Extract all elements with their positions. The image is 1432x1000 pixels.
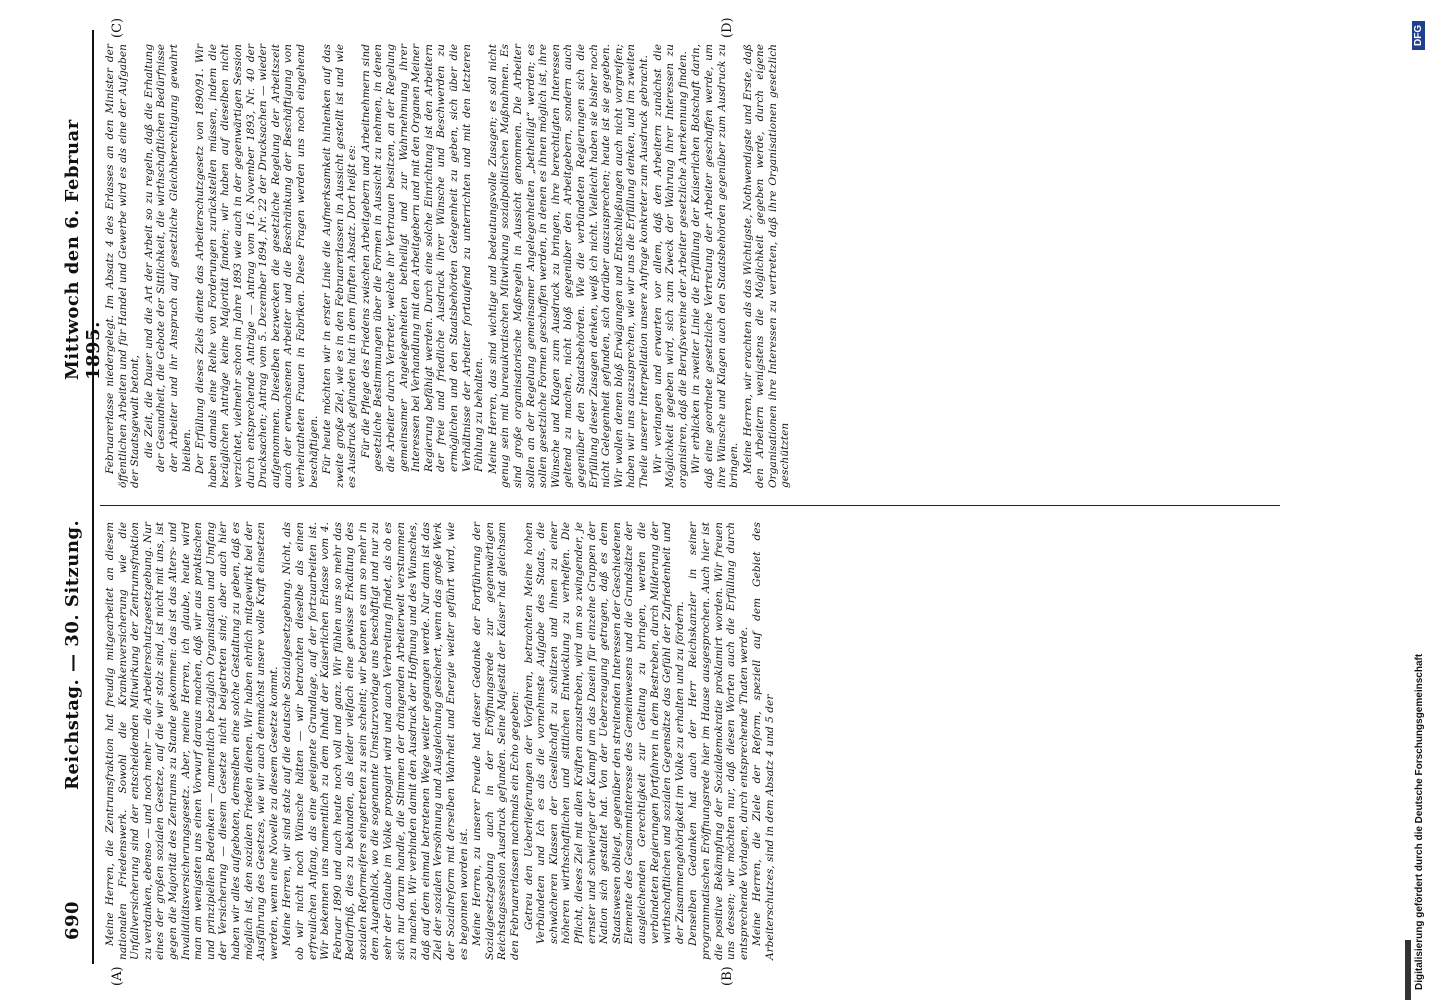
paragraph: Meine Herren, wir sind stolz auf die deutsche Sozialgesetzgebung. Nicht, als ob wir nicht noch Wünsche hätten — wir betrachten dieselbe als einen erfreulichen Anfang, als eine geeignete Grundlage, auf der fortzuarbeiten ist. Wir bekennen uns namentlich zu dem Inhalt der Kaiserlichen Erlasse vom 4. Februar 1890 und auch heute noch voll und ganz. Wir fühlen uns so mehr das Bedürfniß, dies zu bekunden, als leider vielfach eine gewisse Erkaltung des sozialen Reformeifers eingetreten zu sein scheint; wir betonen es um so mehr in dem Augenblick, wo die sogenannte Umsturzvorlage uns beschäftigt und nur zu sehr der Glaube im Volke propagirt wird und auch Verbreitung findet, als ob es sich nur darum handle, die Stimmen der drängenden Arbeiterwelt verstummen zu machen. Wir verbinden damit den Ausdruck der Hoffnung und des Wunsches, daß auf dem einmal betretenen Wege weiter gegangen werde. Nur dann ist das Ziel der sozialen Versöhnung und Ausgleichung gesichert, wenn das große Werk der Sozialreform mit derselben Wahrheit und Energie weiter geführt wird, wie es begonnen worden ist. [281,522,470,960]
paragraph: Der Erfüllung dieses Ziels diente das Arbeiterschutzgesetz von 1890/91. Wir haben damals eine Reihe von Forderungen zurückstellen müssen, indem die bezüglichen Anträge keine Majorität fanden; wir haben auf dieselben nicht verzichtet, vielmehr schon im Jahre 1893 wie auch in der gegenwärtigen Session durch entsprechende Anträge — Antrag vom 16. November 1893, Nr. 40 der Drucksachen; Antrag vom 5. Dezember 1894, Nr. 22 der Drucksachen — wieder aufgenommen. Dieselben bezwecken die gesetzliche Regelung der Arbeitszeit auch der erwachsenen Arbeiter und die Beschränkung der Beschäftigung von verheiratheten Frauen in Fabriken. Diese Fragen werden uns noch eingehend beschäftigen. [194,44,320,488]
dfg-logo: DFG [1412,21,1425,50]
left-column [104,522,777,960]
header-rule [92,30,94,964]
margin-mark-b: (B) [720,966,735,986]
paragraph: Meine Herren, die Ziele der Reform, speziell auf dem Gebiet des Arbeiterschutzes, sind in dem Absatz 4 und 5 der [751,522,776,960]
margin-mark-c: (C) [110,17,125,38]
header-right: Mittwoch den 6. Februar 1895. [62,119,104,380]
paragraph: Wir verlangen und erwarten vor allem, daß den Arbeitern zunächst die Möglichkeit gegeben wird, sich zum Zweck der Wahrung ihrer Interessen zu organisiren, daß die Berufsvereine der Arbeiter gesetzliche Anerkennung finden. [651,44,689,488]
quoted-paragraph: Für die Pflege des Friedens zwischen Arbeitgebern und Arbeitnehmern sind gesetzliche Bestimmungen über die Formen in Aussicht zu nehmen, in denen die Arbeiter durch Vertreter, welche ihr Vertrauen besitzen, an der Regelung gemeinsamer Angelegenheiten betheiligt und zur Wahrnehmung ihrer Interessen bei Verhandlung mit den Arbeitgebern und mit den Organen Meiner Regierung befähigt werden. Durch eine solche Einrichtung ist den Arbeitern der freie und friedliche Ausdruck ihrer Wünsche und Beschwerden zu ermöglichen und den Staatsbehörden Gelegenheit zu geben, sich über die Verhältnisse der Arbeiter fortlaufend zu unterrichten und mit den letzteren Fühlung zu behalten. [359,44,486,472]
margin-mark-d: (D) [720,17,735,38]
paragraph: Für heute möchten wir in erster Linie die Aufmerksamkeit hinlenken auf das zweite große Ziel, wie es in den Februarerlassen in Aussicht gestellt ist und wie es Ausdruck gefunden hat in dem fünften Absatz. Dort heißt es: [321,44,359,488]
dfg-credit: Digitalisierung gefördert durch die Deutsche Forschungsgemeinschaft [1414,653,1425,990]
paragraph: Meine Herren, wir erachten als das Wichtigste, Nothwendigste und Erste, daß den Arbeitern wenigstens die Möglichkeit gegeben werde, durch eigene Organisationen ihre Interessen zu vertreten, daß ihre Organisationen gesetzlich geschützten [741,44,792,488]
paragraph: Meine Herren, zu unserer Freude hat dieser Gedanke der Fortführung der Sozialgesetzgebung auch in der Eröffnungsrede zur gegenwärtigen Reichstagssession Ausdruck gefunden. Seine Majestät der Kaiser hat gleichsam den Februarerlassen nachmals ein Echo gegeben: [471,522,521,960]
page-number: 690 [62,900,83,940]
header-left: Reichstag. — 30. Sitzung. [62,519,83,790]
margin-mark-a: (A) [110,966,125,986]
column-divider [100,505,1280,506]
paragraph: Meine Herren, das sind wichtige und bedeutungsvolle Zusagen; es soll nicht genug sein mit bureaukratischen Mitwirkung sozialpolitischen Maßnahmen. Es sind große organisatorische Maßregeln in Aussicht genommen. Die Arbeiter sollen an der Regelung gemeinsamer Angelegenheiten „betheiligt“ werden; es sollen gesetzliche Formen geschaffen werden, in denen es ihnen möglich ist, ihre Wünsche und Klagen zum Ausdruck zu bringen, ihre berechtigten Interessen geltend zu machen, nicht bloß gegenüber den Arbeitgebern, sondern auch gegenüber den Staatsbehörden. Wie die verbündeten Regierungen sich die Erfüllung dieser Zusagen denken, weiß ich nicht. Vielleicht haben sie bisher noch nicht Gelegenheit gefunden, sich darüber auszusprechen; heute ist sie gegeben. Wir wollen denen bloß Erwägungen und Entschließungen auch nicht vorgreifen; haben wir uns auszusprechen, wie wir uns die Erfüllung denken, und im zweiten Theile unserer Interpellation unsere Anfrage konkreter zum Ausdruck gebracht. [486,44,650,488]
paragraph: Denselben Gedanken hat auch der Herr Reichskanzler in seiner programmatischen Eröffnungsrede hier im Hause ausgesprochen. Auch hier ist die positive Bekämpfung der Sozialdemokratie proklamirt worden. Wir freuen uns dessen; wir möchten nur, daß diesen Worten auch die Erfüllung durch entsprechende Vorlagen, durch entsprechende Thaten werde. [687,522,750,960]
paragraph: Wir erblicken in zweiter Linie die Erfüllung der Kaiserlichen Botschaft darin, daß eine geordnete gesetzliche Vertretung der Arbeiter geschaffen werde, um ihre Wünsche und Klagen auch den Staatsbehörden gegenüber zum Ausdruck zu bringen. [690,44,741,488]
quoted-paragraph: Getreu den Ueberlieferungen der Vorfahren, betrachten Meine hohen Verbündeten und Ich es als die vornehmste Aufgabe des Staats, die schwächeren Klassen der Gesellschaft zu schützen und ihnen zu einer höheren wirthschaftlichen und sittlichen Entwicklung zu verhelfen. Die Pflicht, dieses Ziel mit allen Kräften anzustreben, wird um so zwingender, je ernster und schwieriger der Kampf um das Dasein für einzelne Gruppen der Nation sich gestaltet hat. Von der Ueberzeugung getragen, daß es dem Staatswesen obliegt, gegenüber den streitenden Interessen der Geschiedenen Elemente des Gesammtinteresse des Gemeinwesens und die Grundsätze der ausgleichenden Gerechtigkeit zur Geltung zu bringen, werden die verbündeten Regierungen fortfahren in dem Bestreben, durch Milderung der wirthschaftlichen und sozialen Gegensätze das Gefühl der Zufriedenheit und der Zusammengehörigkeit im Volke zu erhalten und zu fördern. [522,522,686,944]
dfg-footer [1410,0,1432,1000]
right-column [104,44,793,488]
page-header [58,60,104,940]
quoted-paragraph: die Zeit, die Dauer und die Art der Arbeit so zu regeln, daß die Erhaltung der Gesundheit, die Gebote der Sittlichkeit, die wirthschaftlichen Bedürfnisse der Arbeiter und ihr Anspruch auf gesetzliche Gleichberechtigung gewahrt bleiben. [142,44,193,472]
paragraph: Meine Herren, die Zentrumsfraktion hat freudig mitgearbeitet an diesem nationalen Friedenswerk. Sowohl die Krankenversicherung wie die Unfallversicherung sind der entscheidenden Mitwirkung der Zentrumsfraktion zu verdanken, ebenso — und noch mehr — die Arbeiterschutzgesetzgebung. Nur eines der großen sozialen Gesetze, auf die wir stolz sind, ist nicht mit uns, ist gegen die Majorität des Zentrums zu Stande gekommen: das ist das Alters- und Invaliditätsversicherungsgesetz. Aber, meine Herren, ich glaube, heute wird man am wenigsten uns einen Vorwurf daraus machen, daß wir aus praktischen und prinzipiellen Bedenken — namentlich bezüglich Organisation und Umfang der Versicherung — diesem Gesetze nicht beigetreten sind; aber auch hier haben wir alles aufgeboten, demselben eine solche Gestaltung zu geben, daß es möglich ist, den sozialen Frieden dienen. Wir haben ehrlich mitgewirkt bei der Ausführung des Gesetzes, wie wir auch demnächst unsere volle Kraft einsetzen werden, wenn eine Novelle zu diesem Gesetze kommt. [104,522,280,960]
paragraph: Februarerlasse niedergelegt. Im Absatz 4 des Erlasses an den Minister der öffentlichen Arbeiten und für Handel und Gewerbe wird es als eine der Aufgaben der Staatsgewalt betont, [104,44,142,488]
